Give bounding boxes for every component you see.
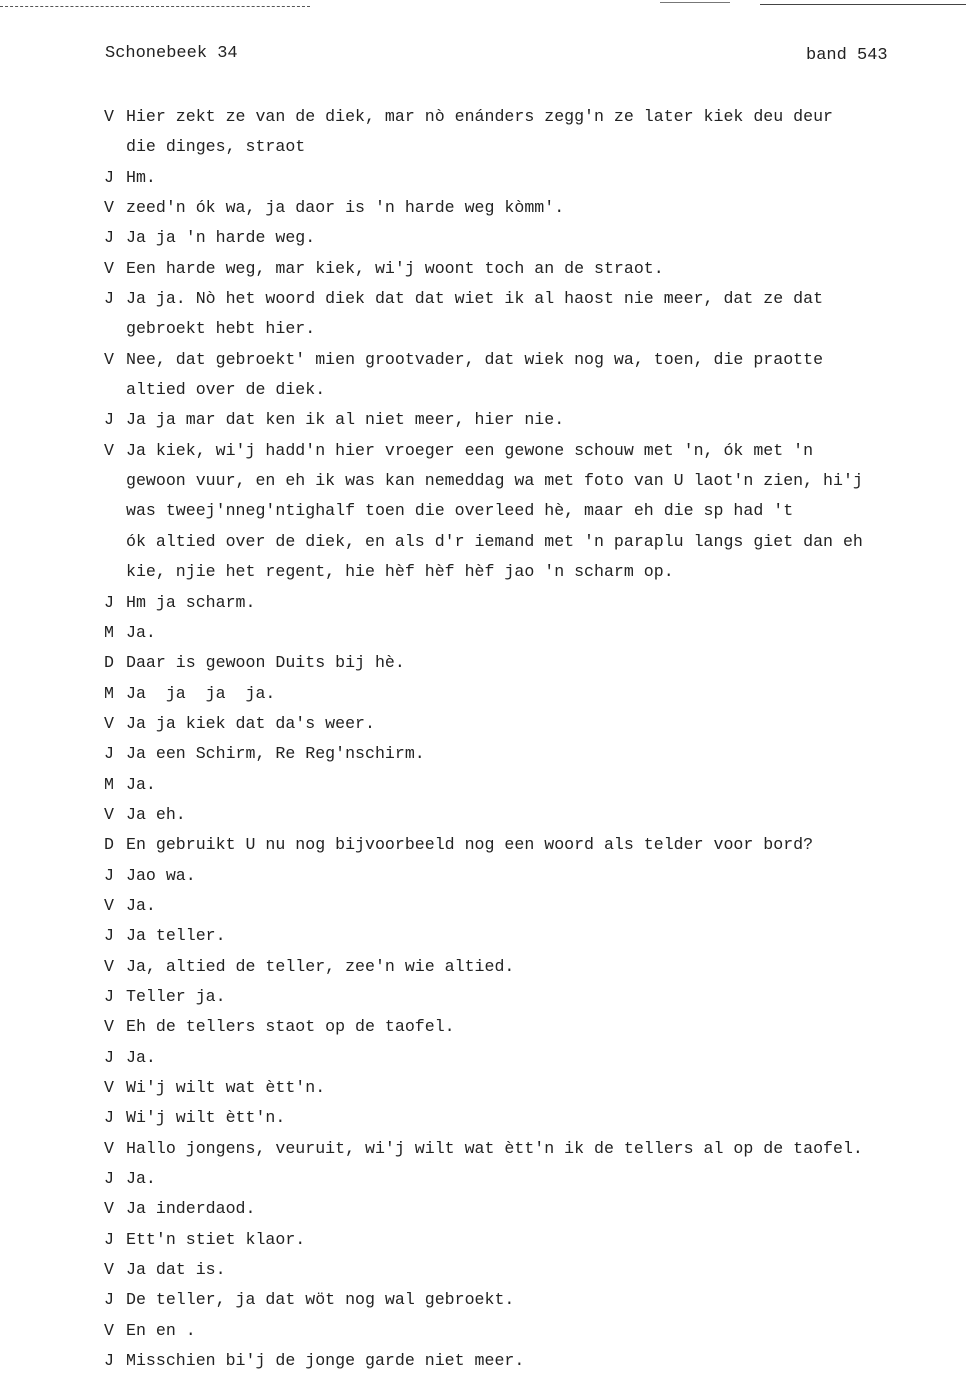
transcript-line — [0, 679, 966, 709]
utterance-text: Een harde weg, mar kiek, wi'j woont toch an de straot. — [126, 258, 664, 278]
utterance-text: Ja. — [126, 1047, 156, 1067]
transcript-line — [0, 1255, 966, 1285]
speaker-label: D — [104, 653, 114, 673]
speaker-label: V — [104, 956, 114, 976]
utterance-text: Ja ja 'n harde weg. — [126, 228, 316, 248]
speaker-label: J — [104, 1229, 114, 1249]
speaker-label: V — [104, 440, 114, 460]
transcript-line — [0, 648, 966, 678]
transcript-line — [0, 891, 966, 921]
speaker-label: J — [104, 926, 114, 946]
transcript-line — [0, 1285, 966, 1315]
speaker-label: V — [104, 1199, 114, 1219]
speaker-label: V — [104, 349, 114, 369]
utterance-text: Ja teller. — [126, 926, 226, 946]
speaker-label: J — [104, 986, 114, 1006]
utterance-text: Ja. — [126, 774, 156, 794]
utterance-text: was tweej'nneg'ntighalf toen die overleed hè, maar eh die sp had 't — [126, 501, 794, 521]
speaker-label: V — [104, 804, 114, 824]
speaker-label: J — [104, 1290, 114, 1310]
top-rule-mid — [660, 2, 730, 3]
speaker-label: J — [104, 1047, 114, 1067]
transcript-line — [0, 1103, 966, 1133]
transcript-line — [0, 405, 966, 435]
transcript-line — [0, 952, 966, 982]
utterance-text: Hm. — [126, 167, 156, 187]
transcript-line — [0, 163, 966, 193]
speaker-label: J — [104, 865, 114, 885]
utterance-text: Ja. — [126, 622, 156, 642]
utterance-text: Eh de tellers staot op de taofel. — [126, 1017, 455, 1037]
utterance-text: Ja inderdaod. — [126, 1199, 256, 1219]
transcript-line — [0, 588, 966, 618]
transcript-line — [0, 1194, 966, 1224]
transcript-line — [0, 1073, 966, 1103]
utterance-text: Ja dat is. — [126, 1260, 226, 1280]
transcript-line — [0, 982, 966, 1012]
transcript-line — [0, 1164, 966, 1194]
utterance-text: Misschien bi'j de jonge garde niet meer. — [126, 1351, 525, 1371]
transcript-line — [0, 709, 966, 739]
transcript-line — [0, 527, 966, 557]
speaker-label: M — [104, 683, 114, 703]
transcript-line — [0, 223, 966, 253]
utterance-text: Ja ja. Nò het woord diek dat dat wiet ik al haost nie meer, dat ze dat — [126, 289, 824, 309]
speaker-label: J — [104, 410, 114, 430]
utterance-text: die dinges, straot — [126, 137, 306, 157]
utterance-text: Wi'j wilt ètt'n. — [126, 1108, 286, 1128]
transcript-line — [0, 1346, 966, 1376]
utterance-text: Hm ja scharm. — [126, 592, 256, 612]
utterance-text: Ja. — [126, 1169, 156, 1189]
speaker-label: V — [104, 258, 114, 278]
utterance-text: Daar is gewoon Duits bij hè. — [126, 653, 405, 673]
transcript-line — [0, 618, 966, 648]
top-rule-right — [760, 4, 966, 5]
utterance-text: Teller ja. — [126, 986, 226, 1006]
utterance-text: Ja een Schirm, Re Reg'nschirm. — [126, 744, 425, 764]
utterance-text: altied over de diek. — [126, 380, 326, 400]
utterance-text: Ja ja kiek dat da's weer. — [126, 713, 375, 733]
speaker-label: J — [104, 228, 114, 248]
transcript-line — [0, 739, 966, 769]
utterance-text: Wi'j wilt wat ètt'n. — [126, 1078, 326, 1097]
transcript-line — [0, 830, 966, 860]
speaker-label: M — [104, 774, 114, 794]
utterance-text: Ja ja ja ja. — [126, 683, 276, 703]
transcript-line — [0, 1012, 966, 1042]
utterance-text: kie, njie het regent, hie hèf hèf hèf jao 'n scharm op. — [126, 562, 674, 582]
transcript-line — [0, 1043, 966, 1073]
speaker-label: D — [104, 835, 114, 855]
utterance-text: Nee, dat gebroekt' mien grootvader, dat wiek nog wa, toen, die praotte — [126, 349, 824, 369]
utterance-text: Ja, altied de teller, zee'n wie altied. — [126, 956, 515, 976]
transcript-line — [0, 557, 966, 587]
transcript-line — [0, 466, 966, 496]
speaker-label: V — [104, 895, 114, 915]
speaker-label: V — [104, 1078, 114, 1097]
transcript-line — [0, 770, 966, 800]
speaker-label: V — [104, 1320, 114, 1340]
utterance-text: Jao wa. — [126, 865, 196, 885]
speaker-label: M — [104, 622, 114, 642]
speaker-label: J — [104, 1169, 114, 1189]
transcript-line — [0, 921, 966, 951]
transcript-line — [0, 345, 966, 375]
speaker-label: J — [104, 289, 114, 309]
transcript-line — [0, 193, 966, 223]
speaker-label: V — [104, 1260, 114, 1280]
speaker-label: V — [104, 1138, 114, 1158]
transcript-line — [0, 1134, 966, 1164]
transcript-line — [0, 314, 966, 344]
utterance-text: Ja. — [126, 895, 156, 915]
transcript-line — [0, 436, 966, 466]
transcript-line — [0, 800, 966, 830]
utterance-text: Ja kiek, wi'j hadd'n hier vroeger een gewone schouw met 'n, ók met 'n — [126, 440, 814, 460]
speaker-label: J — [104, 1108, 114, 1128]
speaker-label: J — [104, 744, 114, 764]
speaker-label: J — [104, 592, 114, 612]
speaker-label: V — [104, 107, 114, 126]
utterance-text: Hier zekt ze van de diek, mar nò enánders zegg'n ze later kiek deu deur — [126, 107, 834, 126]
utterance-text: ók altied over de diek, en als d'r iemand met 'n paraplu langs giet dan eh — [126, 531, 863, 551]
transcript-line — [0, 1316, 966, 1346]
transcript-line — [0, 375, 966, 405]
speaker-label: J — [104, 1351, 114, 1371]
transcript-line — [0, 132, 966, 162]
transcript-line — [0, 496, 966, 526]
utterance-text: gebroekt hebt hier. — [126, 319, 316, 339]
transcript-line — [0, 861, 966, 891]
utterance-text: zeed'n ók wa, ja daor is 'n harde weg kòmm'. — [126, 198, 565, 218]
utterance-text: Hallo jongens, veuruit, wi'j wilt wat ètt'n ik de tellers al op de taofel. — [126, 1138, 863, 1158]
utterance-text: Ett'n stiet klaor. — [126, 1229, 306, 1249]
speaker-label: V — [104, 198, 114, 218]
utterance-text: Ja eh. — [126, 804, 186, 824]
utterance-text: Ja ja mar dat ken ik al niet meer, hier nie. — [126, 410, 565, 430]
transcript-line — [0, 254, 966, 284]
transcript-line — [0, 102, 966, 132]
transcript-line — [0, 284, 966, 314]
speaker-label: V — [104, 713, 114, 733]
transcript-line — [0, 1225, 966, 1255]
speaker-label: V — [104, 1017, 114, 1037]
page-title: Schonebeek 34 — [105, 44, 238, 63]
transcript — [0, 102, 966, 1376]
utterance-text: En en . — [126, 1320, 196, 1340]
utterance-text: De teller, ja dat wöt nog wal gebroekt. — [126, 1290, 515, 1310]
utterance-text: gewoon vuur, en eh ik was kan nemeddag wa met foto van U laot'n zien, hi'j — [126, 471, 863, 491]
utterance-text: En gebruikt U nu nog bijvoorbeeld nog een woord als telder voor bord? — [126, 835, 814, 855]
speaker-label: J — [104, 167, 114, 187]
top-dashed-rule — [0, 6, 310, 7]
band-number: band 543 — [806, 46, 888, 65]
